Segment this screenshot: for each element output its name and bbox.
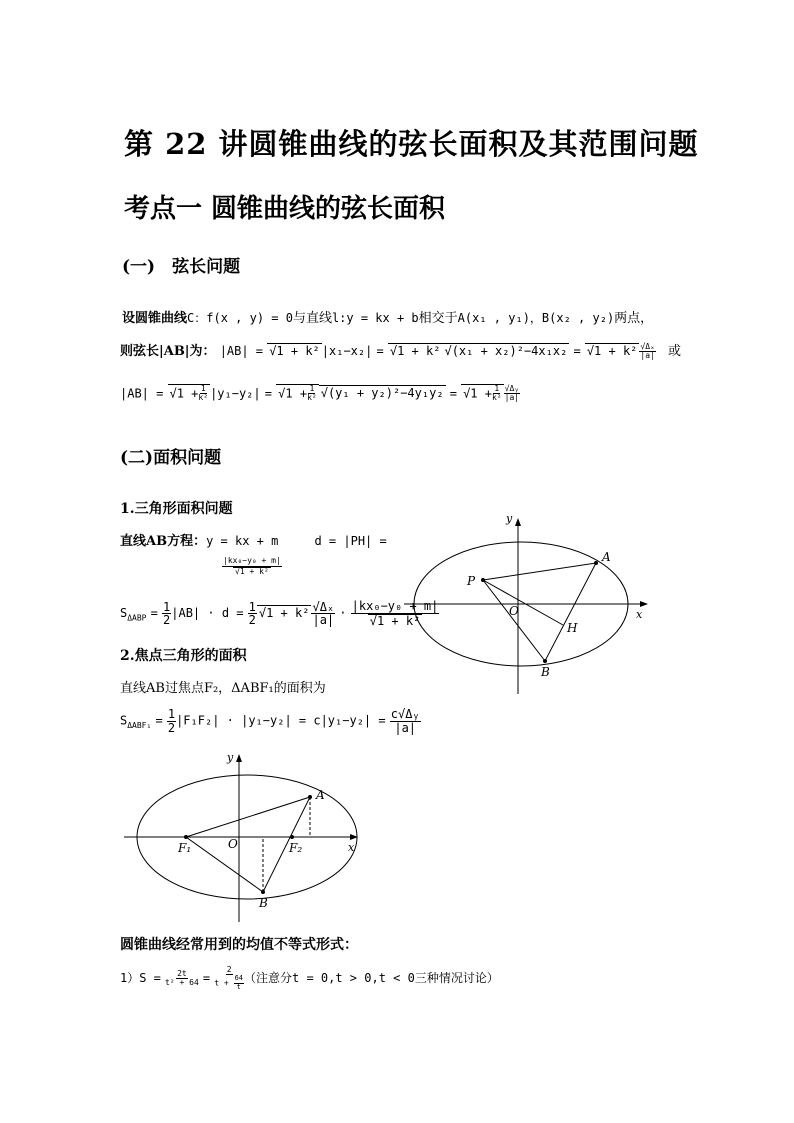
chord-formula-line2 bbox=[120, 384, 520, 403]
line-eq: l:y = kx + b bbox=[331, 311, 419, 325]
half: $\frac{1}{2}$ bbox=[163, 599, 171, 628]
focal-desc: 直线AB过焦点F₂，ΔABF₁的面积为 bbox=[120, 681, 326, 696]
x-diff: |x₁−x₂| bbox=[321, 344, 373, 358]
sqrt-x-sum: √(x₁ + x₂)²−4x₁x₂ bbox=[444, 344, 568, 358]
frac-delta-x: $\frac{\text{√Δₓ}}{|a|}$ bbox=[640, 341, 655, 360]
fig2-F2: F₂ bbox=[289, 841, 303, 855]
chord-intro-pre: 设圆锥曲线 bbox=[122, 311, 188, 326]
fig2-A: A bbox=[316, 788, 325, 802]
chord-intro bbox=[122, 307, 653, 326]
chord-formula-line1 bbox=[120, 340, 681, 360]
sqrt-1-1k2-c: √1 + $\frac{1}{\text{k²}}$ bbox=[463, 384, 502, 403]
item-label: 1）S = bbox=[120, 971, 161, 986]
half-2: $\frac{1}{2}$ bbox=[248, 599, 256, 628]
frac-dist: $\frac{\text{|kx₀−y₀ + m|}}{\text{√1 + k²}}$ bbox=[351, 599, 439, 628]
fig2-B: B bbox=[259, 896, 268, 910]
d-eq: d = |PH| = bbox=[314, 534, 387, 548]
fig1-B: B bbox=[541, 665, 550, 679]
line-label: 直线AB方程： bbox=[120, 534, 207, 549]
or-word: 或 bbox=[668, 344, 682, 359]
triangle-area-formula bbox=[120, 600, 439, 627]
fig2-O: O bbox=[228, 837, 238, 851]
curve-eq: C：f(x , y) = 0 bbox=[187, 311, 293, 325]
ab-d: |AB| · d = bbox=[171, 606, 244, 621]
chord-intro-mid: 与直线 bbox=[292, 311, 332, 326]
sqrt-1k2-b: √1 + k² bbox=[389, 344, 441, 358]
eq: = bbox=[150, 606, 158, 621]
frac-delta-y: $\frac{\text{√Δᵧ}}{|a|}$ bbox=[504, 384, 520, 403]
focal-heading: 2.焦点三角形的面积 bbox=[120, 648, 247, 664]
s-label-f: S bbox=[120, 713, 128, 728]
half-f: $\frac{1}{2}$ bbox=[167, 707, 176, 735]
subsection-chord: (一) 弦长问题 bbox=[122, 257, 241, 277]
subsection-area: (二)面积问题 bbox=[120, 448, 222, 468]
eq-sign-4: = bbox=[449, 386, 457, 401]
fig1-O: O bbox=[509, 604, 519, 618]
d-fraction bbox=[222, 556, 282, 576]
fig2-F1: F₁ bbox=[178, 841, 192, 855]
sqrt-1-1k2: √1 + $\frac{1}{\text{k²}}$ bbox=[169, 384, 209, 403]
y-diff: |y₁−y₂| bbox=[210, 386, 261, 401]
eq-i: = bbox=[202, 971, 211, 986]
sqrt-y-sum: √(y₁ + y₂)²−4y₁y₂ bbox=[320, 386, 444, 401]
fig1-y: y bbox=[506, 512, 513, 525]
sqrt-1k2: √1 + k² bbox=[269, 344, 320, 358]
inequality-item-1 bbox=[120, 966, 499, 991]
ab-symbol: |AB| = bbox=[219, 344, 264, 358]
eq-sign: = bbox=[376, 344, 384, 358]
fig2-y: y bbox=[227, 751, 234, 764]
inequality-heading: 圆锥曲线经常用到的均值不等式形式： bbox=[120, 937, 358, 953]
d-num: |kx₀−y₀ + m| bbox=[223, 556, 281, 566]
triangle-heading: 1.三角形面积问题 bbox=[120, 501, 233, 517]
eq-sign-3: = bbox=[264, 386, 273, 401]
eq-sign-2: = bbox=[573, 344, 581, 358]
sqrt-1-1k2-b: √1 + $\frac{1}{\text{k²}}$ bbox=[278, 384, 317, 403]
frac-delta-x-tri: $\frac{\text{√Δₓ}}{|a|}$ bbox=[312, 599, 335, 628]
figure-triangle-abp bbox=[400, 508, 660, 698]
page-title: 第 22 讲圆锥曲线的弦长面积及其范围问题 bbox=[124, 127, 699, 161]
fig1-H: H bbox=[567, 621, 578, 635]
triangle-line-eq bbox=[120, 530, 387, 549]
fig1-A: A bbox=[602, 550, 611, 564]
figure-focal-triangle bbox=[120, 748, 370, 924]
fig1-x: x bbox=[636, 608, 643, 621]
f1f2-expr: |F₁F₂| · |y₁−y₂| = c|y₁−y₂| = bbox=[176, 713, 386, 728]
s-label: S bbox=[120, 606, 128, 621]
ab-symbol-2: |AB| = bbox=[120, 386, 164, 401]
d-den: √1 + k² bbox=[235, 566, 269, 576]
fig2-x: x bbox=[348, 841, 355, 854]
chord-label: 则弦长|AB|为： bbox=[120, 344, 216, 359]
s-sub: ΔABP bbox=[127, 613, 147, 623]
dot: · bbox=[339, 606, 347, 621]
frac-2t: $\frac{2t}{\text{t² + 64}}$ bbox=[165, 968, 199, 988]
frac-2-over: 2 t + $\frac{64}{t}$ bbox=[214, 965, 243, 991]
sqrt-1k2-tri: √1 + k² bbox=[258, 606, 310, 621]
note: （注意分t = 0,t > 0,t < 0三种情况讨论） bbox=[244, 971, 499, 986]
focal-area-formula bbox=[120, 708, 421, 734]
line-eq-ab: y = kx + m bbox=[206, 534, 279, 548]
fig1-P: P bbox=[467, 574, 476, 588]
points: A(x₁ , y₁)，B(x₂ , y₂) bbox=[457, 311, 615, 325]
eq-f: = bbox=[155, 713, 163, 728]
sqrt-1k2-c: √1 + k² bbox=[586, 344, 638, 358]
s-sub-f: ΔABF₁ bbox=[127, 721, 152, 731]
frac-c-delta: $\frac{\text{c√Δᵧ}}{|a|}$ bbox=[390, 707, 420, 735]
chord-intro-meet: 相交于 bbox=[418, 311, 458, 326]
chord-intro-end: 两点， bbox=[614, 311, 654, 326]
section-heading: 考点一 圆锥曲线的弦长面积 bbox=[124, 194, 446, 224]
segment-ph bbox=[483, 580, 563, 625]
